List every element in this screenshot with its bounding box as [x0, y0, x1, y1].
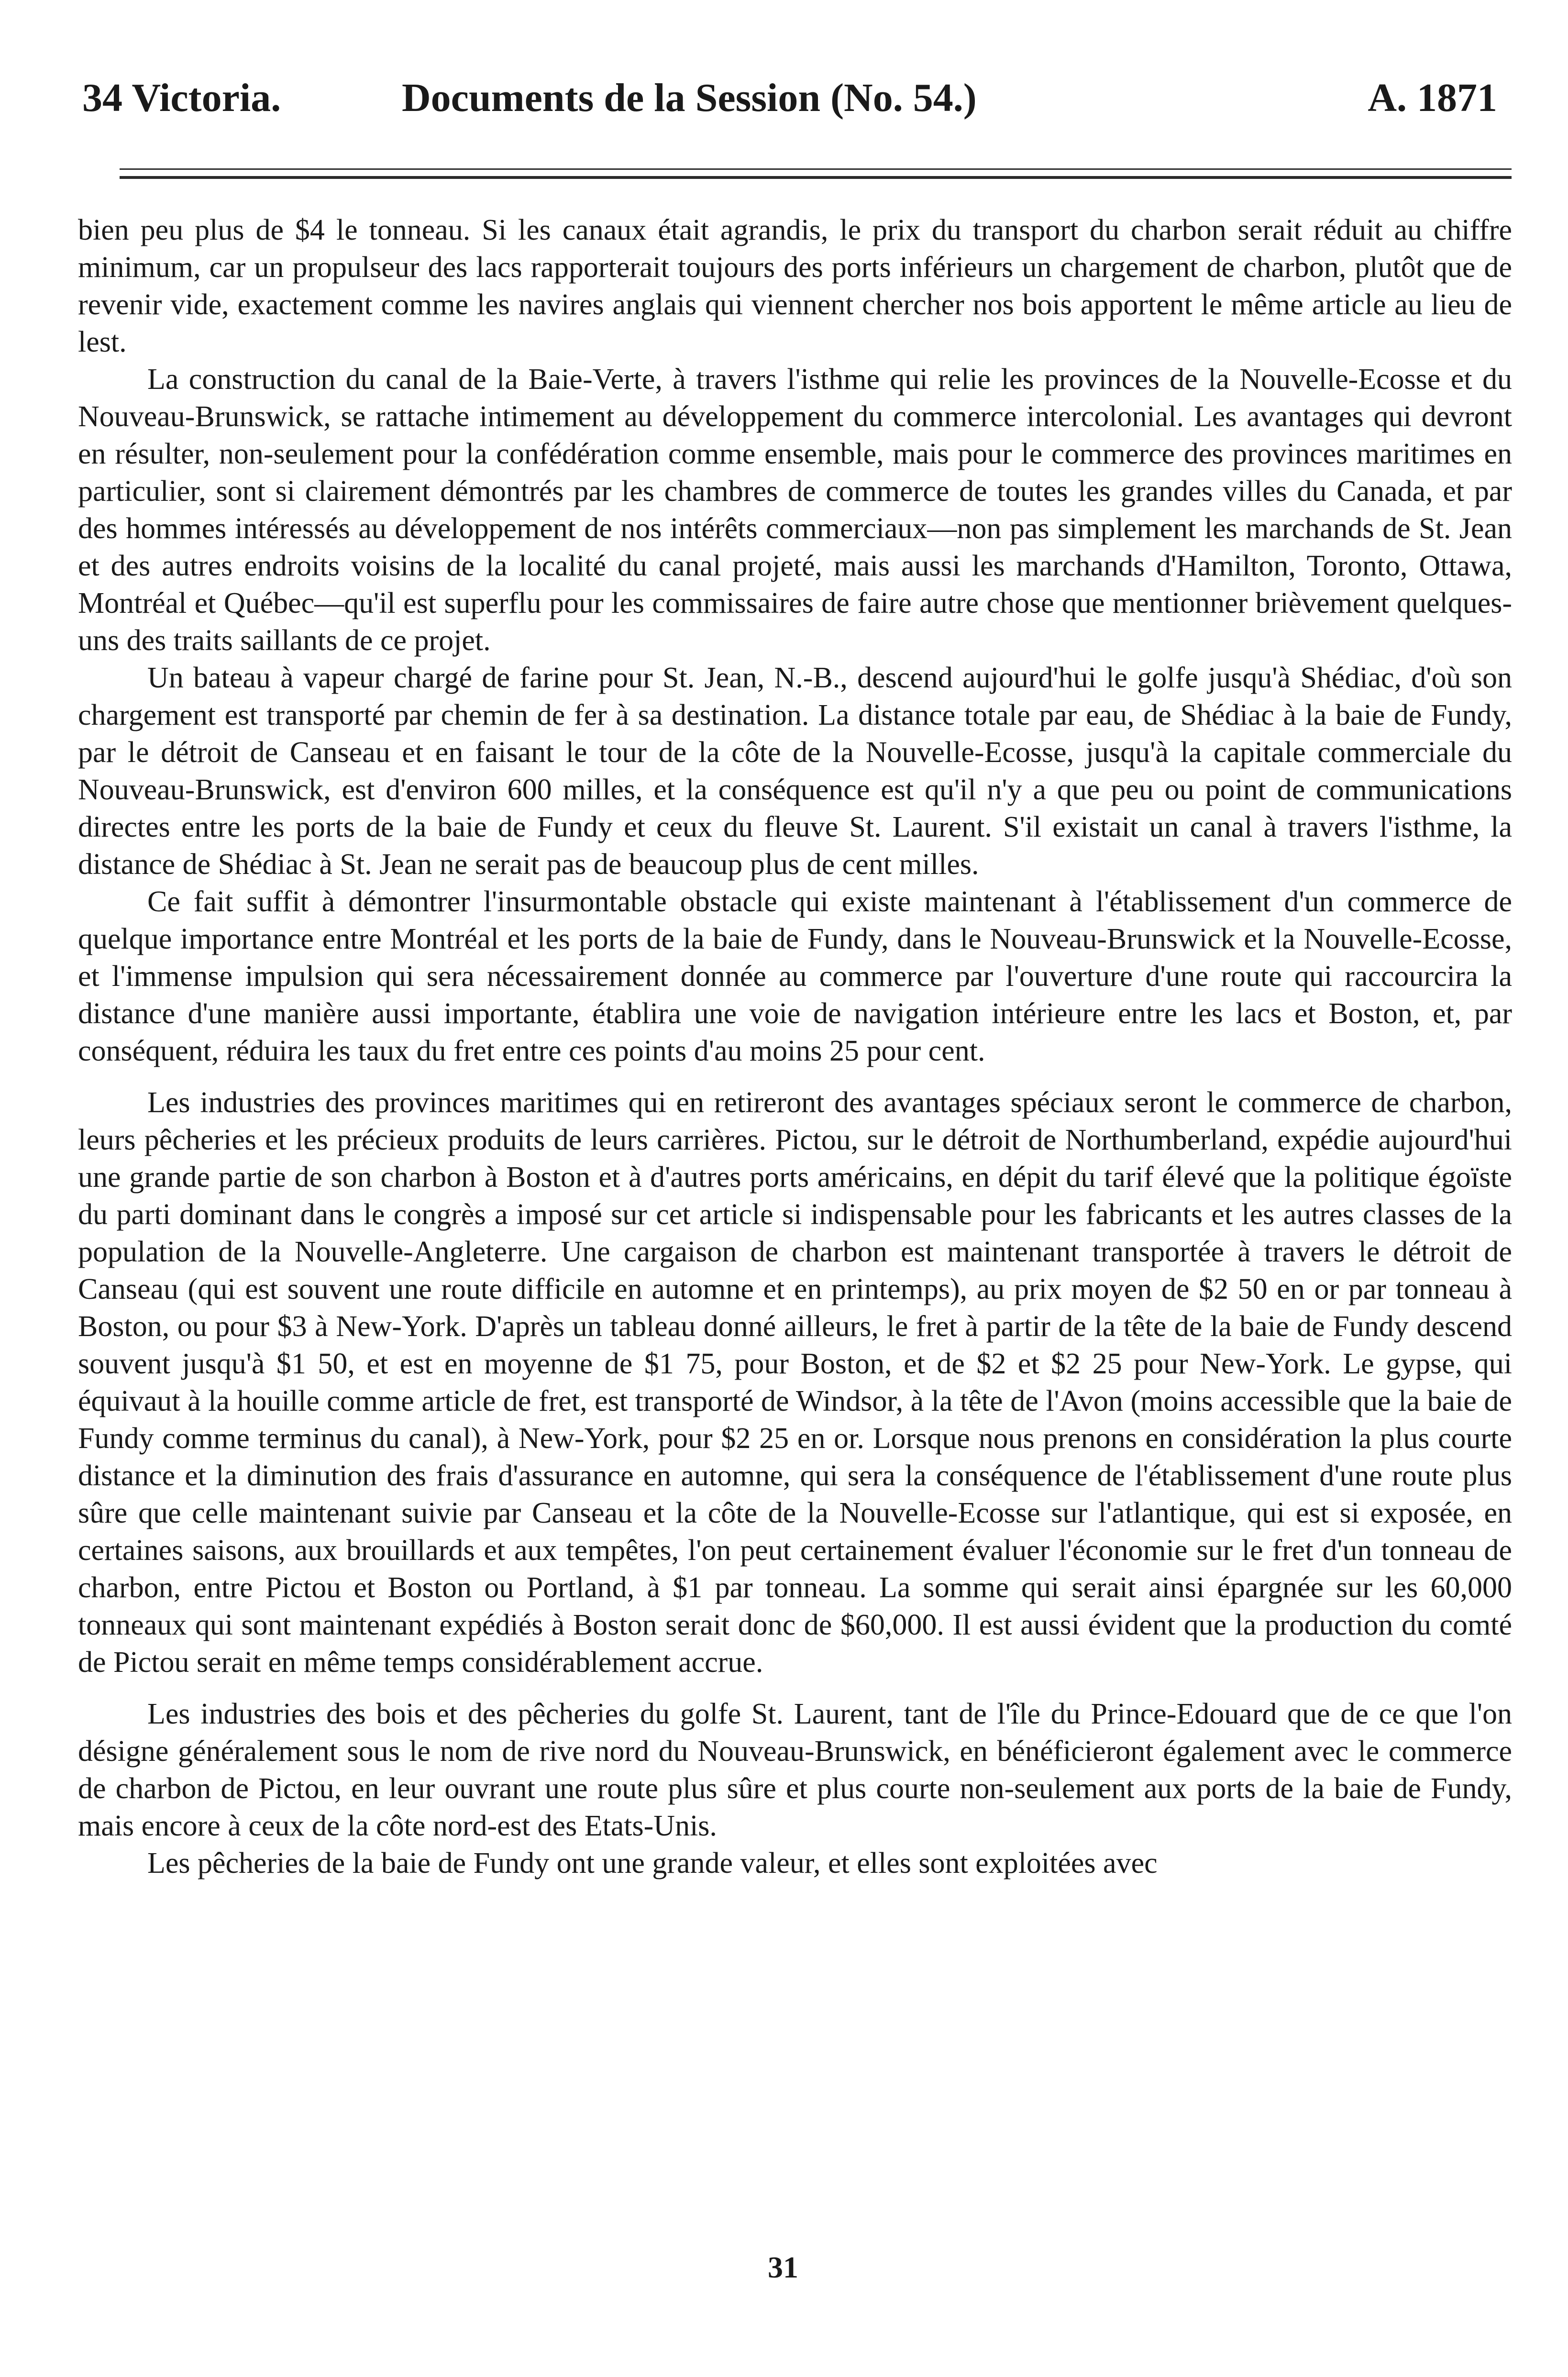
header-title: Documents de la Session (No. 54.) [402, 76, 977, 120]
paragraph-4: Ce fait suffit à démontrer l'insurmontable obstacle qui existe maintenant à l'établissement d'un commerce de quelque importance entre Montréal et les ports de la baie de Fundy, dans le Nouveau-Brunswick et la Nouvelle-Ecosse, et l'immense impulsion qui sera nécessairement donnée au commerce par l'ouverture d'une route qui raccourcira la distance d'une manière aussi importante, établira une voie de navigation intérieure entre les lacs et Boston, et, par conséquent, réduira les taux du fret entre ces points d'au moins 25 pour cent. [78, 885, 1512, 1067]
page-number: 31 [768, 2250, 798, 2284]
paragraph-1: bien peu plus de $4 le tonneau. Si les canaux était agrandis, le prix du transport du charbon serait réduit au chiffre minimum, car un propulseur des lacs rapporterait toujours des ports inférieurs un chargement de charbon, plutôt que de revenir vide, exactement comme les navires anglais qui viennent chercher nos bois apportent le même article au lieu de lest. [78, 214, 1512, 358]
running-header [72, 72, 1502, 124]
paragraph-6: Les industries des bois et des pêcheries du golfe St. Laurent, tant de l'île du Prince-Edouard que de ce que l'on désigne généralement sous le nom de rive nord du Nouveau-Brunswick, en bénéficieront également avec le commerce de charbon de Pictou, en leur ouvrant une route plus sûre et plus courte non-seulement aux ports de la baie de Fundy, mais encore à ceux de la côte nord-est des Etats-Unis. [78, 1698, 1512, 1842]
header-year: A. 1871 [1368, 76, 1497, 120]
paragraph-5: Les industries des provinces maritimes qui en retireront des avantages spéciaux seront le commerce de charbon, leurs pêcheries et les précieux produits de leurs carrières. Pictou, sur le détroit de Northumberland, expédie aujourd'hui une grande partie de son charbon à Boston et à d'autres ports américains, en dépit du tarif élevé que la politique égoïste du parti dominant dans le congrès a imposé sur cet article si indispensable pour les fabricants et les autres classes de la population de la Nouvelle-Angleterre. Une cargaison de charbon est maintenant transportée à travers le détroit de Canseau (qui est souvent une route difficile en automne et en printemps), au prix moyen de $2 50 en or par tonneau à Boston, ou pour $3 à New-York. D'après un tableau donné ailleurs, le fret à partir de la tête de la baie de Fundy descend souvent jusqu'à $1 50, et est en moyenne de $1 75, pour Boston, et de $2 et $2 25 pour New-York. Le gypse, qui équivaut à la houille comme article de fret, est transporté de Windsor, à la tête de l'Avon (moins accessible que la baie de Fundy comme terminus du canal), à New-York, pour $2 25 en or. Lorsque nous prenons en considération la plus courte distance et la diminution des frais d'assurance en automne, qui sera la conséquence de l'établissement d'une route plus sûre que celle maintenant suivie par Canseau et la côte de la Nouvelle-Ecosse sur l'atlantique, qui est si exposée, en certaines saisons, aux brouillards et aux tempêtes, l'on peut certainement évaluer l'économie sur le fret d'un tonneau de charbon, entre Pictou et Boston ou Portland, à $1 par tonneau. La somme qui serait ainsi épargnée sur les 60,000 tonneaux qui sont maintenant expédiés à Boston serait donc de $60,000. Il est aussi évident que la production du comté de Pictou serait en même temps considérablement accrue. [78, 1086, 1512, 1679]
header-rule-thick [120, 176, 1512, 179]
header-volume: 34 Victoria. [82, 76, 281, 120]
paragraph-3: Un bateau à vapeur chargé de farine pour St. Jean, N.-B., descend aujourd'hui le golfe jusqu'à Shédiac, d'où son chargement est transporté par chemin de fer à sa destination. La distance totale par eau, de Shédiac à la baie de Fundy, par le détroit de Canseau et en faisant le tour de la côte de la Nouvelle-Ecosse, jusqu'à la capitale commerciale du Nouveau-Brunswick, est d'environ 600 milles, et la conséquence est qu'il n'y a que peu ou point de communications directes entre les ports de la baie de Fundy et ceux du fleuve St. Laurent. S'il existait un canal à travers l'isthme, la distance de Shédiac à St. Jean ne serait pas de beaucoup plus de cent milles. [78, 662, 1512, 881]
paragraph-2: La construction du canal de la Baie-Verte, à travers l'isthme qui relie les provinces de la Nouvelle-Ecosse et du Nouveau-Brunswick, se rattache intimement au développement du commerce intercolonial. Les avantages qui devront en résulter, non-seulement pour la confédération comme ensemble, mais pour le commerce des provinces maritimes en particulier, sont si clairement démontrés par les chambres de commerce de toutes les grandes villes du Canada, et par des hommes intéressés au développement de nos intérêts commerciaux—non pas simplement les marchands de St. Jean et des autres endroits voisins de la localité du canal projeté, mais aussi les marchands d'Hamilton, Toronto, Ottawa, Montréal et Québec—qu'il est superflu pour les commissaires de faire autre chose que mentionner brièvement quelques-uns des traits saillants de ce projet. [78, 363, 1512, 657]
header-rule-thin [120, 168, 1512, 170]
body-text [78, 211, 1512, 1882]
paragraph-7: Les pêcheries de la baie de Fundy ont une grande valeur, et elles sont exploitées avec [147, 1847, 1158, 1879]
